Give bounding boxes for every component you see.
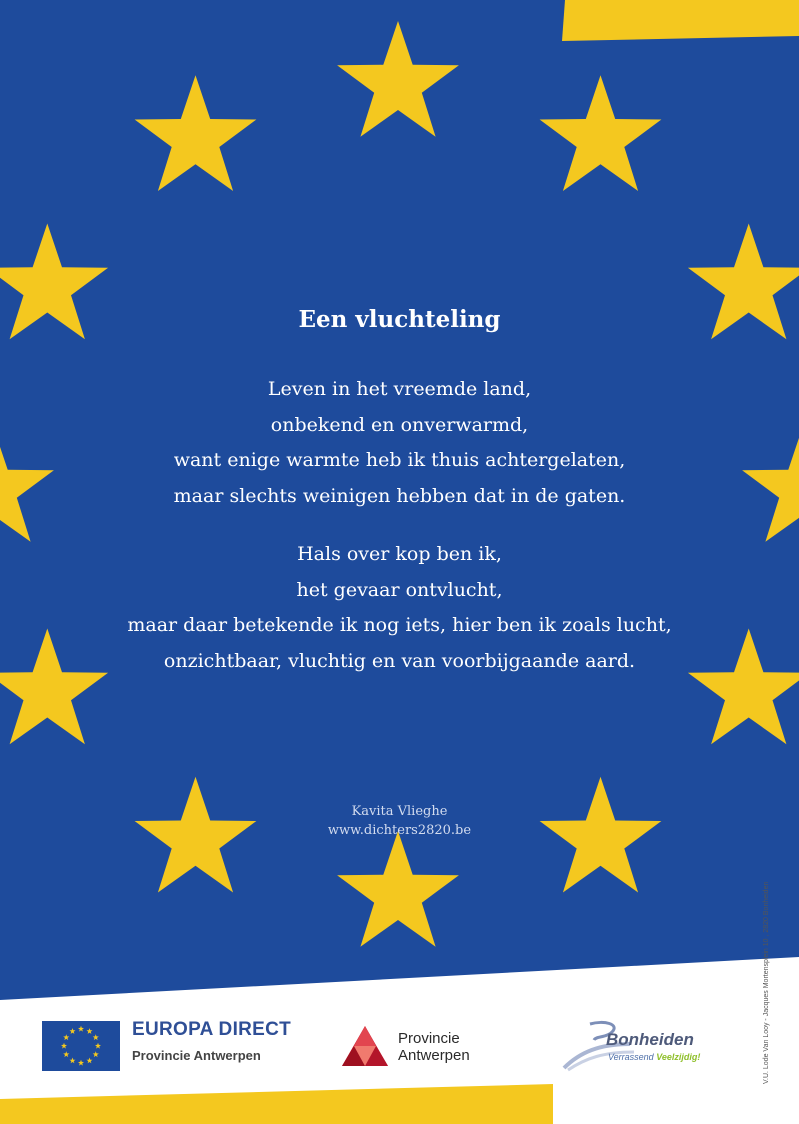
poem-line: het gevaar ontvlucht,	[296, 578, 503, 601]
poem-line: maar slechts weinigen hebben dat in de gaten.	[173, 484, 626, 507]
europa-direct-title: EUROPA DIRECT	[132, 1019, 292, 1040]
provincie-antwerpen-line2: Antwerpen	[398, 1047, 470, 1064]
yellow-corner-band-top	[562, 0, 799, 41]
europa-direct-subtitle: Provincie Antwerpen	[132, 1048, 261, 1063]
bonheiden-tagline-part2: Veelzijdig!	[656, 1052, 701, 1062]
provincie-antwerpen-triangle-icon	[340, 1024, 390, 1068]
provincie-antwerpen-name	[398, 1030, 470, 1064]
yellow-corner-band-bottom	[0, 1084, 553, 1124]
bonheiden-tagline-part1: Verrassend	[608, 1052, 654, 1062]
poem-line: onbekend en onverwarmd,	[270, 413, 529, 436]
poem-author: Kavita Vlieghe	[351, 804, 448, 819]
bonheiden-name: Bonheiden	[606, 1030, 694, 1049]
poem-line: Leven in het vreemde land,	[267, 378, 532, 400]
bonheiden-tagline	[608, 1052, 700, 1062]
poem-line: want enige warmte heb ik thuis achtergelaten,	[173, 449, 626, 471]
poem-line: maar daar betekende ik nog iets, hier ben ik zoals lucht,	[127, 614, 672, 636]
eu-flag-icon	[42, 1021, 120, 1071]
provincie-antwerpen-line1: Provincie	[398, 1030, 460, 1047]
poem-stanza-1	[0, 372, 799, 514]
poem-line: Hals over kop ben ik,	[297, 543, 502, 565]
poem-stanza-2	[0, 537, 799, 679]
poem-website-link[interactable]: www.dichters2820.be	[327, 823, 472, 838]
poem-title: Een vluchteling	[298, 306, 501, 333]
poem-line: onzichtbaar, vluchtig en van voorbijgaande aard.	[163, 649, 636, 672]
publisher-note: V.U. Lode Van Looy - Jacques Mortensplein 10 , 2820 Bonheiden	[763, 881, 770, 1084]
